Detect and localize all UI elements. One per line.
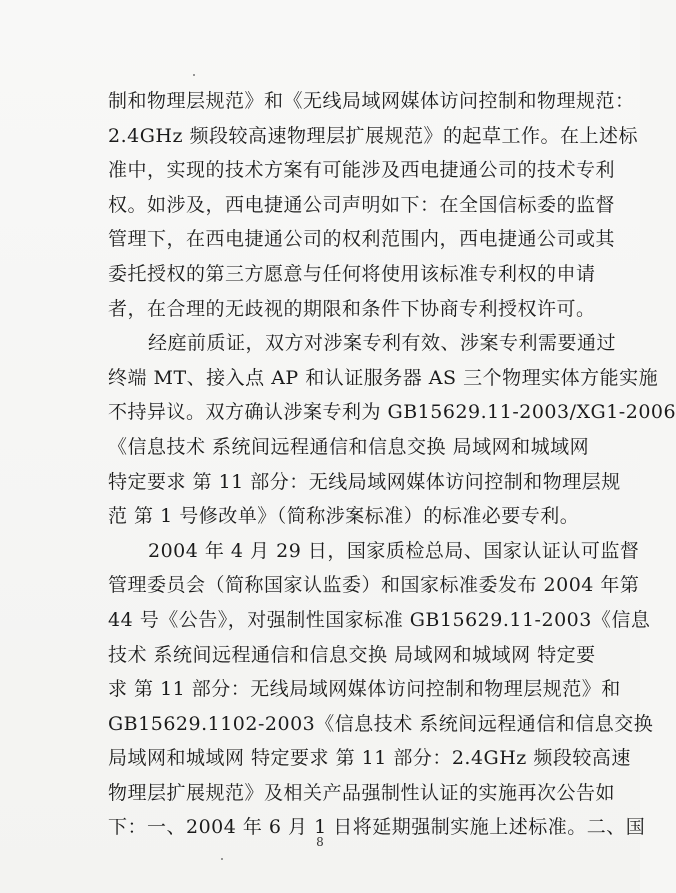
text-line: 制和物理层规范》和《无线局域网媒体访问控制和物理规范： — [108, 90, 635, 112]
text-line: GB15629.1102-2003《信息技术 系统间远程通信和信息交换 — [108, 712, 654, 735]
text-line: 范 第 1 号修改单》（简称涉案标准）的标准必要专利。 — [108, 505, 580, 528]
document-body — [108, 84, 676, 845]
text-line: 管理委员会（简称国家认监委）和国家标准委发布 2004 年第 — [108, 574, 640, 597]
text-line: 技术 系统间远程通信和信息交换 局域网和城域网 特定要 — [108, 643, 596, 666]
scan-speck — [221, 858, 223, 860]
text-line: 2.4GHz 频段较高速物理层扩展规范》的起草工作。在上述标 — [108, 124, 639, 147]
text-line: 下：一、2004 年 6 月 1 日将延期强制实施上述标准。二、国 — [108, 816, 646, 839]
text-line: 准中，实现的技术方案有可能涉及西电捷通公司的技术专利 — [108, 159, 616, 182]
text-line: 物理层扩展规范》及相关产品强制性认证的实施再次公告如 — [108, 781, 616, 804]
text-line: 不持异议。双方确认涉案专利为 GB15629.11-2003/XG1-2006 — [108, 401, 676, 424]
text-line: 2004 年 4 月 29 日，国家质检总局、国家认证认可监督 — [148, 539, 640, 562]
text-line: 终端 MT、接入点 AP 和认证服务器 AS 三个物理实体方能实施 — [108, 366, 659, 389]
text-line: 求 第 11 部分：无线局域网媒体访问控制和物理层规范》和 — [108, 678, 621, 701]
scan-speck — [193, 74, 195, 76]
text-line: 权。如涉及，西电捷通公司声明如下：在全国信标委的监督 — [108, 193, 616, 216]
text-line: 局域网和城域网 特定要求 第 11 部分：2.4GHz 频段较高速 — [108, 747, 631, 770]
text-line: 者，在合理的无歧视的期限和条件下协商专利授权许可。 — [108, 297, 596, 320]
text-line: 经庭前质证，双方对涉案专利有效、涉案专利需要通过 — [148, 332, 617, 355]
text-line: 《信息技术 系统间远程通信和信息交换 局域网和城域网 — [108, 435, 590, 458]
text-line: 44 号《公告》，对强制性国家标准 GB15629.11-2003《信息 — [108, 608, 651, 631]
text-line: 委托授权的第三方愿意与任何将使用该标准专利权的申请 — [108, 262, 596, 285]
text-line: 特定要求 第 11 部分：无线局域网媒体访问控制和物理层规 — [108, 470, 621, 493]
text-line: 管理下，在西电捷通公司的权利范围内，西电捷通公司或其 — [108, 228, 616, 251]
page-number: 8 — [316, 835, 324, 849]
